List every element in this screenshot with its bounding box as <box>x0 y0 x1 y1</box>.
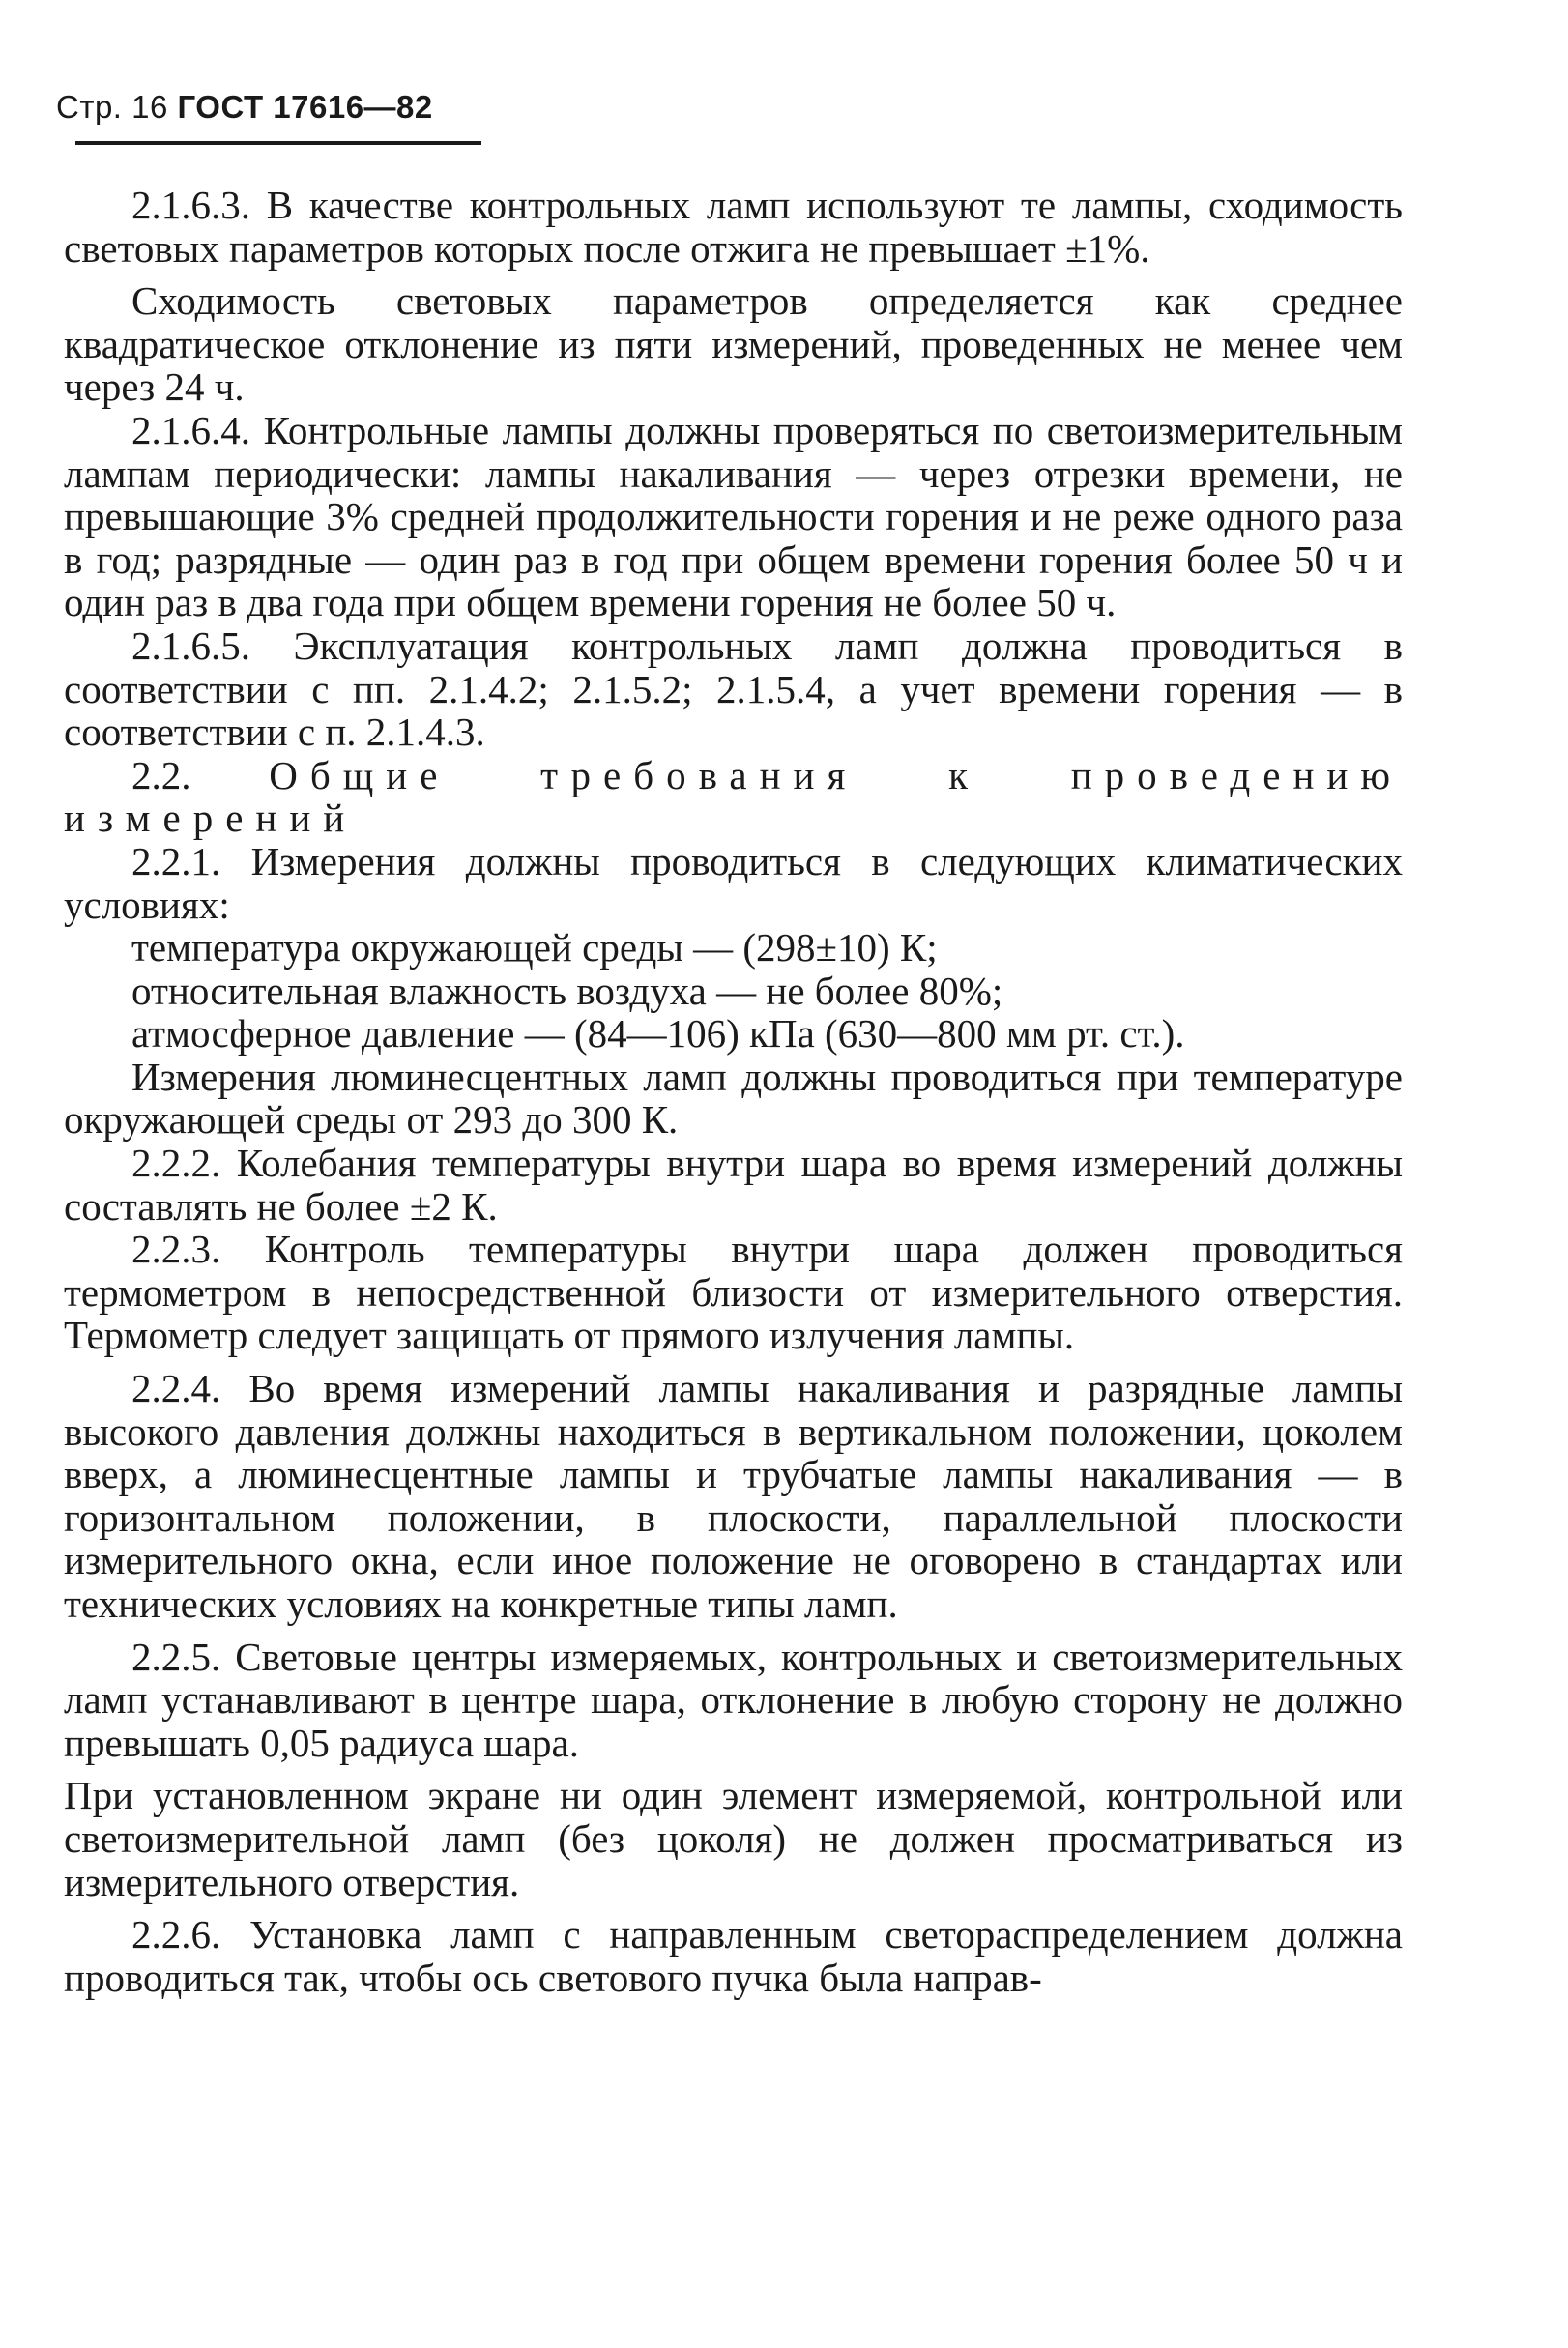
page-body <box>64 184 1403 1999</box>
paragraph-2-2-5: 2.2.5. Световые центры измеряемых, контрольных и светоизмерительных ламп устанавливают в центре шара, отклонение в любую сторону не должно превышать 0,05 радиуса шара. <box>64 1634 1403 1765</box>
header-rule <box>75 141 481 145</box>
page-number: Стр. 16 <box>56 89 168 125</box>
paragraph-2-2-1: 2.2.1. Измерения должны проводиться в следующих климатических условиях: <box>64 838 1403 927</box>
section-title: Общие требования к проведению измерений <box>64 752 1403 841</box>
paragraph-2-2-6: 2.2.6. Установка ламп с направленным светораспределением должна проводиться так, чтобы ось светового пучка была направ- <box>64 1912 1403 2000</box>
standard-id: ГОСТ 17616—82 <box>177 89 433 125</box>
paragraph-2-2-3: 2.2.3. Контроль температуры внутри шара должен проводиться термометром в непосредственной близости от измерительного отверстия. Термометр следует защищать от прямого излучения лампы. <box>64 1227 1403 1358</box>
paragraph-2-2-2: 2.2.2. Колебания температуры внутри шара во время измерений должны составлять не более ±2 К. <box>64 1141 1403 1229</box>
section-number: 2.2. <box>131 752 191 797</box>
paragraph-luminescent: Измерения люминесцентных ламп должны проводиться при температуре окружающей среды от 293 до 300 К. <box>64 1054 1403 1143</box>
paragraph-2-1-6-5: 2.1.6.5. Эксплуатация контрольных ламп должна проводиться в соответствии с пп. 2.1.4.2; 2.1.5.2; 2.1.5.4, а учет времени горения — в соответствии с п. 2.1.4.3. <box>64 623 1403 755</box>
condition-temperature: температура окружающей среды — (298±10) К; <box>131 925 938 971</box>
paragraph-convergence: Сходимость световых параметров определяется как среднее квадратическое отклонение из пяти измерений, проведенных не менее чем через 24 ч. <box>64 278 1403 410</box>
paragraph-2-1-6-3: 2.1.6.3. В качестве контрольных ламп используют те лампы, сходимость световых параметров которых после отжига не превышает ±1%. <box>64 183 1403 271</box>
condition-pressure: атмосферное давление — (84—106) кПа (630—800 мм рт. ст.). <box>131 1011 1185 1057</box>
page-header <box>56 89 433 126</box>
condition-humidity: относительная влажность воздуха — не более 80%; <box>131 968 1003 1013</box>
section-heading-2-2 <box>64 754 1403 840</box>
paragraph-2-2-4: 2.2.4. Во время измерений лампы накаливания и разрядные лампы высокого давления должны находиться в вертикальном положении, цоколем вверх, а люминесцентные лампы и трубчатые лампы накаливания — в горизонтальном положении, в плоскости, параллельной плоскости измерительного окна, если иное положение не оговорено в стандартах или технических условиях на конкретные типы ламп. <box>64 1366 1403 1626</box>
paragraph-screen: При установленном экране ни один элемент измеряемой, контрольной или светоизмерительной ламп (без цоколя) не должен просматриваться из измерительного отверстия. <box>64 1773 1403 1904</box>
paragraph-2-1-6-4: 2.1.6.4. Контрольные лампы должны проверяться по светоизмерительным лампам периодически: лампы накаливания — через отрезки времени, не превышающие 3% средней продолжительности горения и не реже одного раза в год; разрядные — один раз в год при общем времени горения более 50 ч и один раз в два года при общем времени горения не более 50 ч. <box>64 407 1403 625</box>
